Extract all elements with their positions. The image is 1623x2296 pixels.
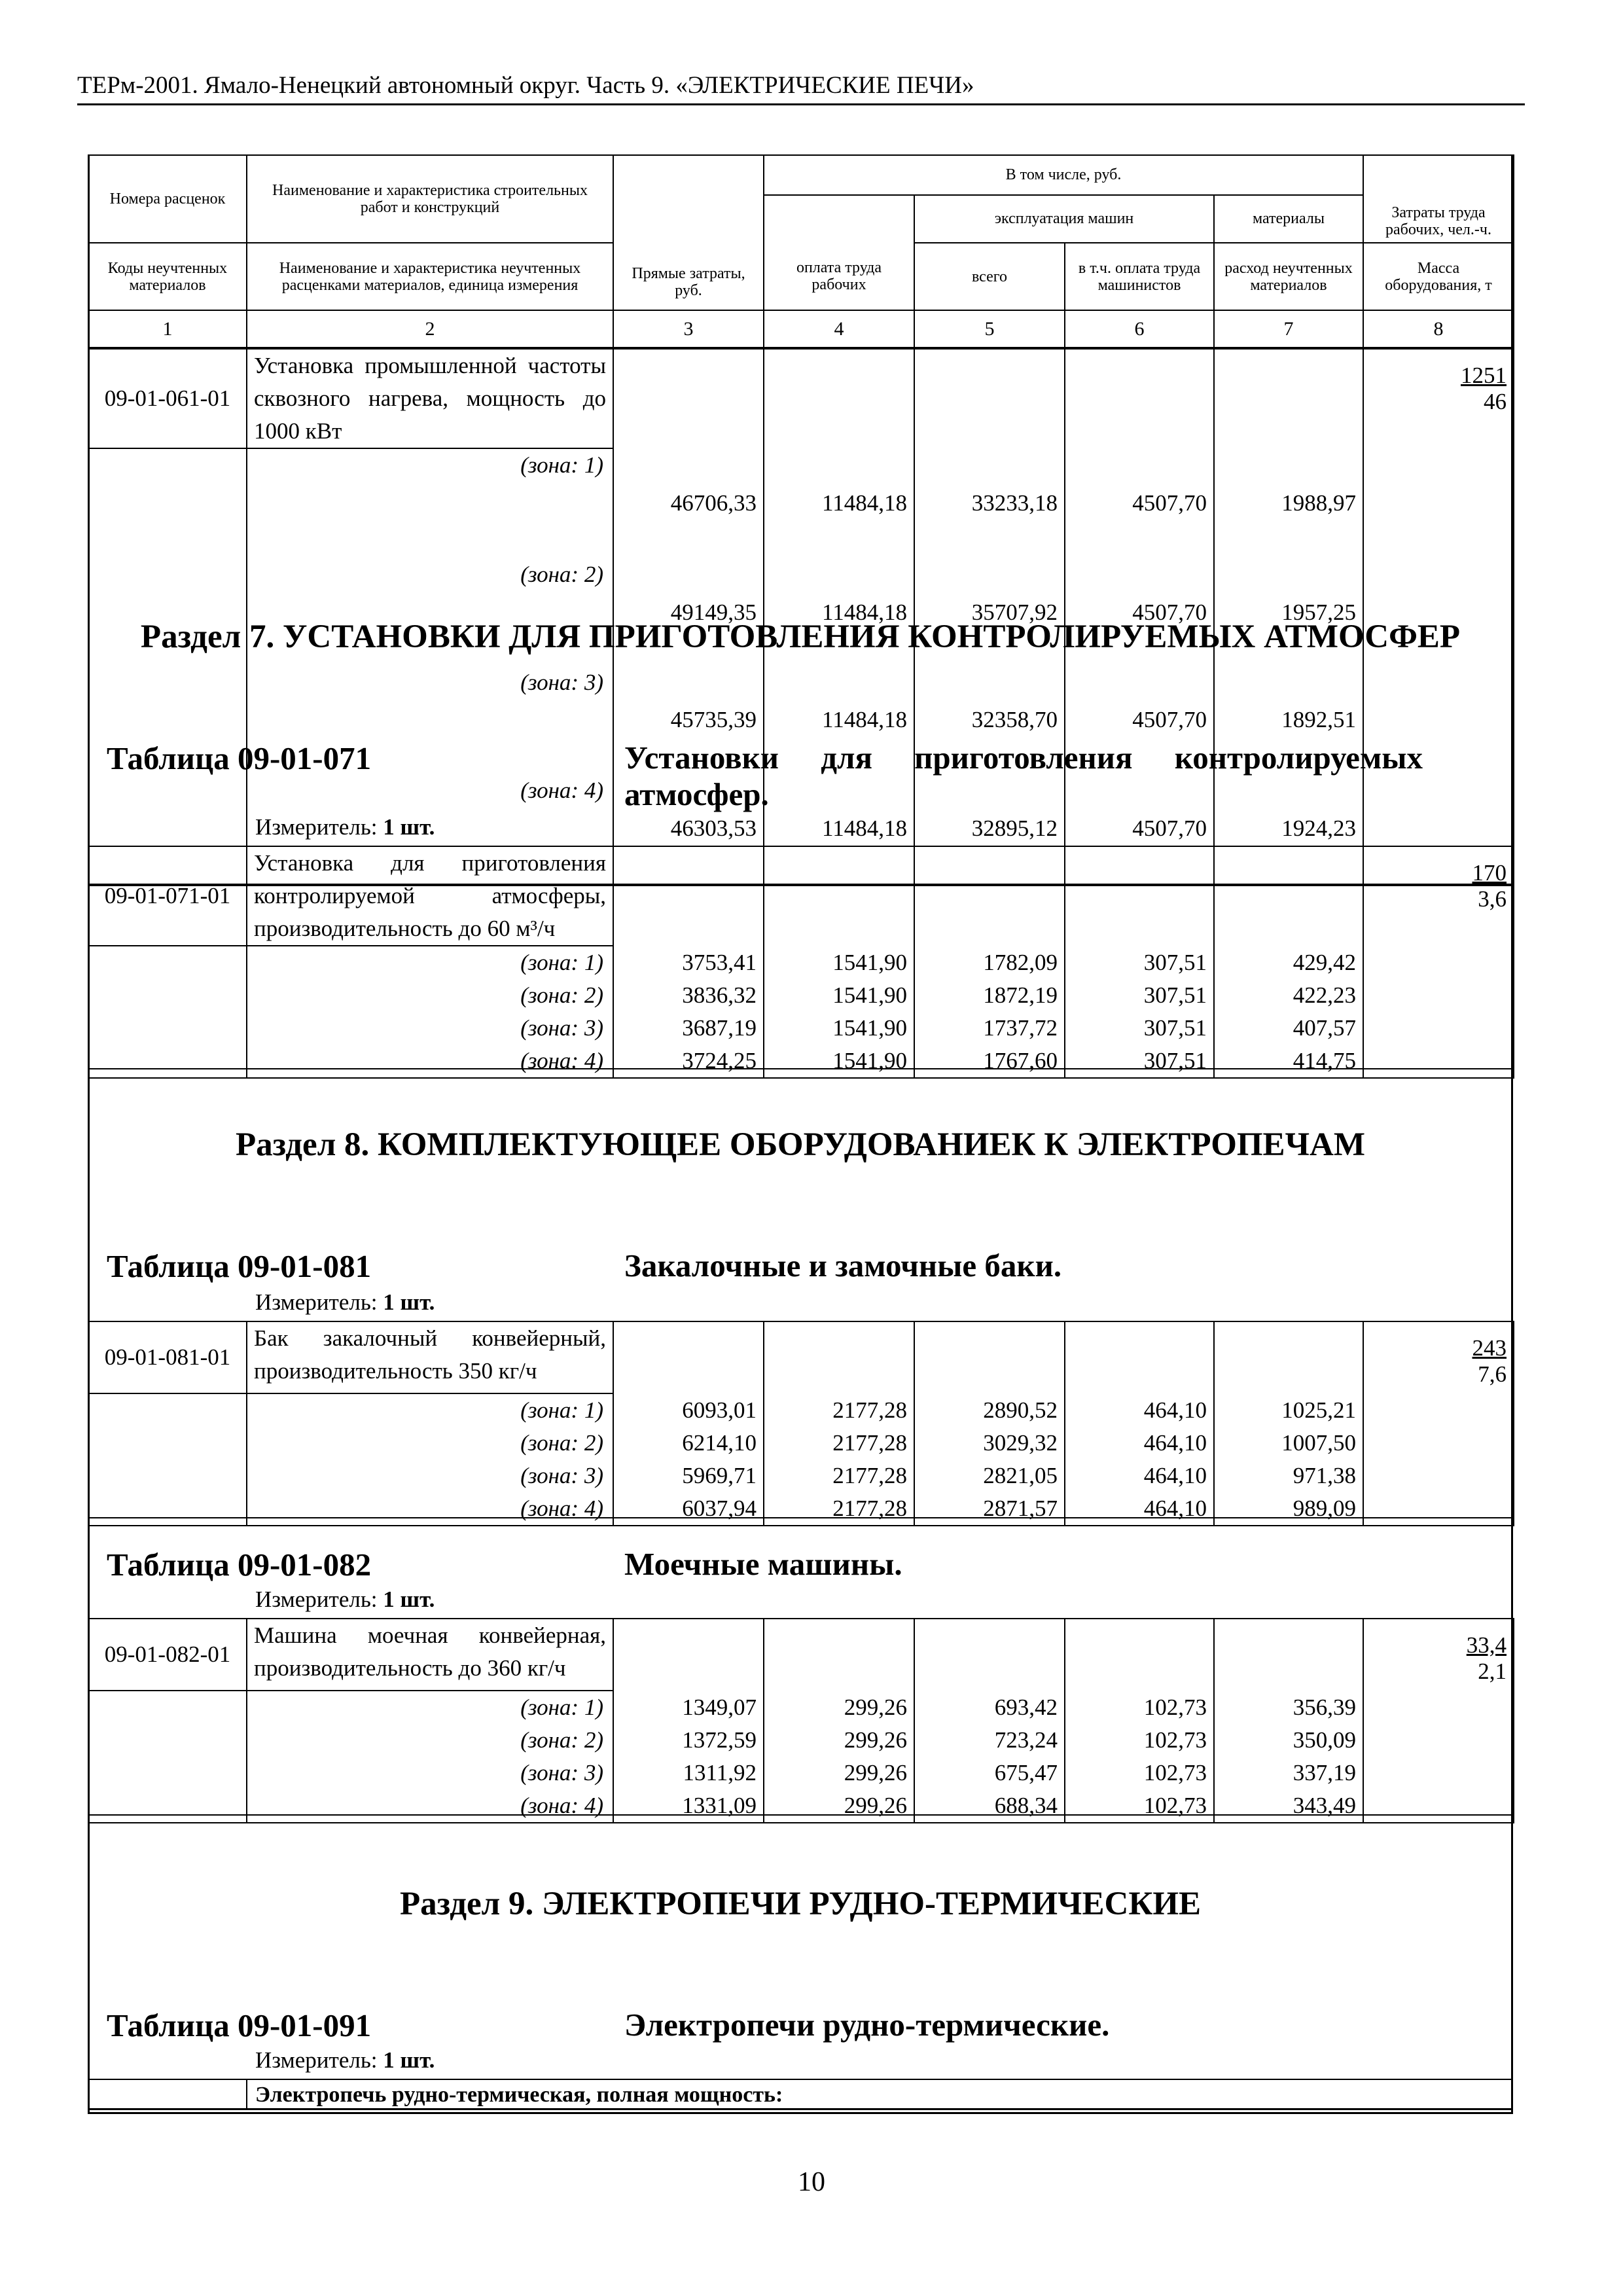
measure-value: 1 шт.	[383, 2047, 435, 2073]
value-wages: 2177,28	[764, 1492, 914, 1526]
mass-value: 3,6	[1478, 886, 1507, 912]
zone-label: (зона: 3)	[247, 1460, 613, 1492]
rate-description: Установка для приготовления контролируемой атмосферы, производительность до 60 м³/ч	[247, 846, 613, 946]
col-including: В том числе, руб.	[764, 155, 1363, 195]
rate-code: 09-01-061-01	[88, 349, 247, 448]
zone-label: (зона: 4)	[247, 774, 613, 884]
value-direct: 3836,32	[613, 979, 764, 1012]
col-wages: оплата труда рабочих	[764, 243, 914, 310]
table-number: Таблица 09-01-082	[107, 1547, 372, 1583]
value-direct: 1349,07	[613, 1691, 764, 1724]
value-direct: 6037,94	[613, 1492, 764, 1526]
col-num: 7	[1214, 310, 1363, 348]
value-wages: 1541,90	[764, 1012, 914, 1045]
col-num: 8	[1363, 310, 1514, 348]
value-operators: 102,73	[1065, 1757, 1214, 1789]
value-materials: 343,49	[1214, 1789, 1363, 1823]
rate-code: 09-01-081-01	[88, 1321, 247, 1393]
zone-label: (зона: 3)	[247, 666, 613, 774]
table-number: Таблица 09-01-081	[107, 1248, 372, 1284]
labor-value: 1251	[1461, 363, 1507, 388]
value-machines: 693,42	[914, 1691, 1065, 1724]
running-header: ТЕРм-2001. Ямало-Ненецкий автономный округ. Часть 9. «ЭЛЕКТРИЧЕСКИЕ ПЕЧИ»	[77, 71, 1525, 105]
rate-code: 09-01-071-01	[88, 846, 247, 946]
zone-label: (зона: 4)	[247, 1492, 613, 1526]
value-materials: 337,19	[1214, 1757, 1363, 1789]
col-num: 5	[914, 310, 1065, 348]
value-machines: 2890,52	[914, 1393, 1065, 1427]
table-number: Таблица 09-01-091	[107, 2007, 372, 2043]
col-num: 6	[1065, 310, 1214, 348]
measure-label: Измеритель:	[255, 1587, 378, 1612]
value-operators: 102,73	[1065, 1691, 1214, 1724]
value-wages: 2177,28	[764, 1393, 914, 1427]
col-operator-wages: в т.ч. оплата труда машинистов	[1065, 243, 1214, 310]
table-number: Таблица 09-01-071	[107, 740, 372, 776]
col-num: 3	[613, 310, 764, 348]
value-direct: 3687,19	[613, 1012, 764, 1045]
value-wages: 11484,18	[764, 774, 914, 884]
value-direct: 3753,41	[613, 946, 764, 979]
zone-label: (зона: 4)	[247, 1045, 613, 1078]
col-rate-numbers: Номера расценок	[88, 155, 247, 243]
value-machines: 35707,92	[914, 558, 1065, 666]
rate-description: Бак закалочный конвейерный, производительность 350 кг/ч	[247, 1321, 613, 1393]
col-materials: материалы	[1214, 195, 1363, 243]
value-machines: 723,24	[914, 1724, 1065, 1757]
value-machines: 675,47	[914, 1757, 1065, 1789]
value-machines: 33233,18	[914, 448, 1065, 558]
value-materials: 1025,21	[1214, 1393, 1363, 1427]
col-mass: Масса оборудования, т	[1363, 243, 1514, 310]
value-direct: 46706,33	[613, 448, 764, 558]
col-num: 4	[764, 310, 914, 348]
value-materials: 989,09	[1214, 1492, 1363, 1526]
value-wages: 11484,18	[764, 666, 914, 774]
col-unaccounted-codes: Коды неучтенных материалов	[88, 243, 247, 310]
value-machines: 3029,32	[914, 1427, 1065, 1460]
value-direct: 49149,35	[613, 558, 764, 666]
col-unaccounted-name: Наименование и характеристика неучтенных расценками материалов, единица измерения	[247, 243, 613, 310]
col-direct-costs: Прямые затраты, руб.	[613, 155, 764, 310]
value-operators: 307,51	[1065, 979, 1214, 1012]
value-operators: 102,73	[1065, 1724, 1214, 1757]
value-direct: 3724,25	[613, 1045, 764, 1078]
value-machines: 1872,19	[914, 979, 1065, 1012]
value-direct: 6093,01	[613, 1393, 764, 1427]
section-title: Раздел 7. УСТАНОВКИ ДЛЯ ПРИГОТОВЛЕНИЯ КОНТРОЛИРУЕМЫХ АТМОСФЕР	[140, 619, 1461, 655]
zone-label: (зона: 1)	[247, 946, 613, 979]
col-total: всего	[914, 243, 1065, 310]
labor-value: 243	[1472, 1335, 1507, 1361]
value-machines: 32358,70	[914, 666, 1065, 774]
value-operators: 464,10	[1065, 1460, 1214, 1492]
value-materials: 971,38	[1214, 1460, 1363, 1492]
rate-description: Машина моечная конвейерная, производительность до 360 кг/ч	[247, 1619, 613, 1691]
value-direct: 46303,53	[613, 774, 764, 884]
value-materials: 1007,50	[1214, 1427, 1363, 1460]
labor-value: 33,4	[1466, 1632, 1507, 1658]
measure-value: 1 шт.	[383, 814, 435, 840]
value-materials: 407,57	[1214, 1012, 1363, 1045]
value-materials: 356,39	[1214, 1691, 1363, 1724]
col-labor: Затраты труда рабочих, чел.-ч.	[1363, 155, 1514, 243]
value-wages: 1541,90	[764, 1045, 914, 1078]
value-wages: 299,26	[764, 1789, 914, 1823]
value-direct: 1331,09	[613, 1789, 764, 1823]
value-operators: 307,51	[1065, 1045, 1214, 1078]
labor-value: 170	[1472, 860, 1507, 886]
zone-label: (зона: 3)	[247, 1012, 613, 1045]
value-operators: 307,51	[1065, 946, 1214, 979]
measure-value: 1 шт.	[383, 1587, 435, 1612]
value-direct: 5969,71	[613, 1460, 764, 1492]
measure-label: Измеритель:	[255, 1289, 378, 1315]
value-wages: 2177,28	[764, 1460, 914, 1492]
value-machines: 688,34	[914, 1789, 1065, 1823]
value-operators: 464,10	[1065, 1492, 1214, 1526]
value-materials: 1957,25	[1214, 558, 1363, 666]
value-wages: 299,26	[764, 1757, 914, 1789]
zone-label: (зона: 1)	[247, 1691, 613, 1724]
value-materials: 1924,23	[1214, 774, 1363, 884]
value-machines: 2821,05	[914, 1460, 1065, 1492]
value-operators: 4507,70	[1065, 774, 1214, 884]
value-operators: 464,10	[1065, 1393, 1214, 1427]
mass-value: 46	[1484, 389, 1507, 414]
table-name: Электропечи рудно-термические.	[624, 2007, 1110, 2043]
mass-value: 2,1	[1478, 1659, 1507, 1684]
col-work-name: Наименование и характеристика строительных работ и конструкций	[247, 155, 613, 243]
value-wages: 299,26	[764, 1724, 914, 1757]
zone-label: (зона: 2)	[247, 1427, 613, 1460]
zone-label: (зона: 1)	[247, 1393, 613, 1427]
zone-label: (зона: 2)	[247, 558, 613, 666]
zone-label: (зона: 2)	[247, 979, 613, 1012]
value-machines: 32895,12	[914, 774, 1065, 884]
page-number: 10	[798, 2167, 825, 2197]
zone-label: (зона: 1)	[247, 448, 613, 558]
value-wages: 1541,90	[764, 979, 914, 1012]
value-wages: 2177,28	[764, 1427, 914, 1460]
value-machines: 1782,09	[914, 946, 1065, 979]
value-machines: 1767,60	[914, 1045, 1065, 1078]
measure-label: Измеритель:	[255, 2047, 378, 2073]
subheading-text: Электропечь рудно-термическая, полная мощность:	[255, 2083, 783, 2107]
value-wages: 1541,90	[764, 946, 914, 979]
col-num: 2	[247, 310, 613, 348]
zone-label: (зона: 2)	[247, 1724, 613, 1757]
value-materials: 422,23	[1214, 979, 1363, 1012]
value-operators: 464,10	[1065, 1427, 1214, 1460]
measure-value: 1 шт.	[383, 1289, 435, 1315]
value-operators: 4507,70	[1065, 558, 1214, 666]
value-materials: 1892,51	[1214, 666, 1363, 774]
value-wages: 11484,18	[764, 448, 914, 558]
value-materials: 414,75	[1214, 1045, 1363, 1078]
value-operators: 4507,70	[1065, 448, 1214, 558]
value-wages: 299,26	[764, 1691, 914, 1724]
value-materials: 350,09	[1214, 1724, 1363, 1757]
measure-label: Измеритель:	[255, 814, 378, 840]
value-machines: 2871,57	[914, 1492, 1065, 1526]
value-operators: 102,73	[1065, 1789, 1214, 1823]
table-name: Моечные машины.	[624, 1546, 902, 1582]
value-materials: 429,42	[1214, 946, 1363, 979]
value-operators: 4507,70	[1065, 666, 1214, 774]
value-machines: 1737,72	[914, 1012, 1065, 1045]
section-title: Раздел 9. ЭЛЕКТРОПЕЧИ РУДНО-ТЕРМИЧЕСКИЕ	[400, 1886, 1201, 1922]
value-materials: 1988,97	[1214, 448, 1363, 558]
mass-value: 7,6	[1478, 1361, 1507, 1387]
page-frame	[88, 154, 1513, 2114]
zone-label: (зона: 3)	[247, 1757, 613, 1789]
value-direct: 1372,59	[613, 1724, 764, 1757]
col-num: 1	[88, 310, 247, 348]
value-direct: 45735,39	[613, 666, 764, 774]
value-direct: 6214,10	[613, 1427, 764, 1460]
table-name: Установки для приготовления контролируемых атмосфер.	[624, 740, 1423, 812]
value-wages: 11484,18	[764, 558, 914, 666]
value-direct: 1311,92	[613, 1757, 764, 1789]
rate-code: 09-01-082-01	[88, 1619, 247, 1691]
value-operators: 307,51	[1065, 1012, 1214, 1045]
rate-description: Установка промышленной частоты сквозного нагрева, мощность до 1000 кВт	[247, 349, 613, 448]
col-materials-usage: расход неучтенных материалов	[1214, 243, 1363, 310]
col-machines: эксплуатация машин	[914, 195, 1214, 243]
section-title: Раздел 8. КОМПЛЕКТУЮЩЕЕ ОБОРУДОВАНИЕК К ЭЛЕКТРОПЕЧАМ	[236, 1126, 1365, 1163]
zone-label: (зона: 4)	[247, 1789, 613, 1823]
table-name: Закалочные и замочные баки.	[624, 1247, 1062, 1283]
